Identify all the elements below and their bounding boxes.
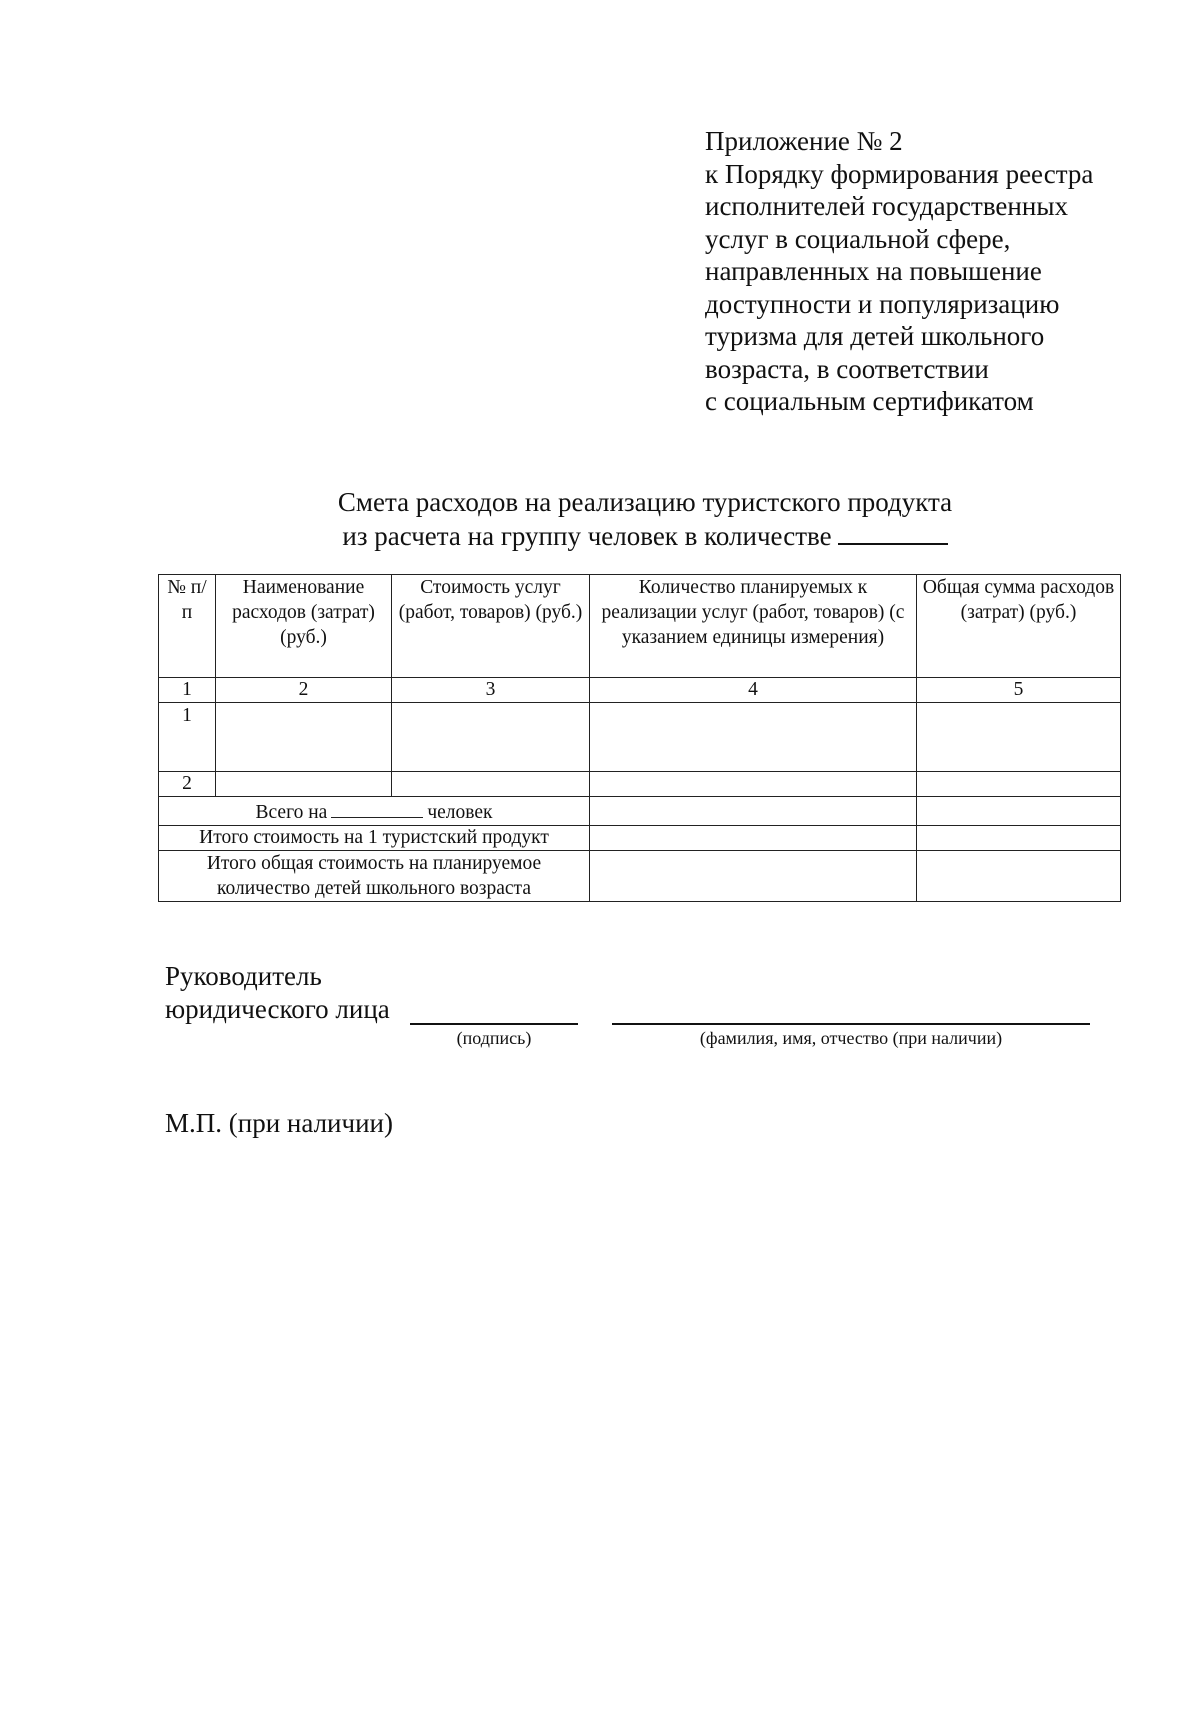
signature-block <box>165 960 390 1026</box>
header-cell-total-sum: Общая сумма расходов (затрат) (руб.) <box>917 575 1121 678</box>
column-number-row <box>159 678 1121 703</box>
table-cell[interactable] <box>590 772 917 797</box>
table-cell[interactable] <box>216 772 392 797</box>
total-per-product-label: Итого стоимость на 1 туристский продукт <box>159 826 590 851</box>
document-title <box>0 485 1200 553</box>
table-cell[interactable] <box>917 772 1121 797</box>
table-cell[interactable] <box>392 772 590 797</box>
header-cell-expense-name: Наименование расходов (затрат) (руб.) <box>216 575 392 678</box>
table-row <box>159 772 1121 797</box>
estimate-table <box>158 574 1121 902</box>
table-cell[interactable] <box>216 703 392 772</box>
annex-line: направленных на повышение <box>705 256 1042 286</box>
annex-line: доступности и популяризацию <box>705 288 1060 319</box>
total-people-suffix: человек <box>427 802 493 823</box>
header-cell-number: № п/п <box>159 575 216 678</box>
table-cell[interactable] <box>590 851 917 902</box>
header-cell-quantity: Количество планируемых к реализации услуг (работ, товаров) (с указанием единицы измерения) <box>590 575 917 678</box>
column-number: 2 <box>216 678 392 703</box>
annex-line: к Порядку формирования реестра <box>705 158 1094 189</box>
people-count-blank[interactable] <box>331 797 423 818</box>
annex-line: Приложение № 2 <box>705 126 903 156</box>
table-row <box>159 703 1121 772</box>
annex-line: возраста, в соответствии <box>705 353 989 384</box>
group-size-blank[interactable] <box>838 519 948 545</box>
table-cell[interactable] <box>917 703 1121 772</box>
table-cell[interactable] <box>392 703 590 772</box>
annex-line: туризма для детей школьного <box>705 321 1045 351</box>
row-number: 2 <box>159 772 216 797</box>
total-people-row <box>159 797 1121 826</box>
signature-line[interactable] <box>410 1023 578 1025</box>
table-cell[interactable] <box>590 826 917 851</box>
title-line-2 <box>0 519 1200 553</box>
total-planned-label: Итого общая стоимость на планируемое количество детей школьного возраста <box>159 851 590 902</box>
table-cell[interactable] <box>917 851 1121 902</box>
annex-line: услуг в социальной сфере, <box>705 223 1011 254</box>
table-cell[interactable] <box>917 826 1121 851</box>
total-people-prefix: Всего на <box>255 802 328 823</box>
annex-line: исполнителей государственных <box>705 191 1068 221</box>
table-header-row <box>159 575 1121 678</box>
full-name-line[interactable] <box>612 1023 1090 1025</box>
signatory-role-line-2: юридического лица <box>165 994 390 1024</box>
table-cell[interactable] <box>917 797 1121 826</box>
total-people-label <box>159 797 590 826</box>
title-line-1: Смета расходов на реализацию туристского продукта <box>337 487 953 517</box>
header-cell-service-cost: Стоимость услуг (работ, товаров) (руб.) <box>392 575 590 678</box>
annex-note <box>705 125 1165 418</box>
table-cell[interactable] <box>590 797 917 826</box>
column-number: 5 <box>917 678 1121 703</box>
full-name-caption: (фамилия, имя, отчество (при наличии) <box>699 1028 1003 1048</box>
column-number: 1 <box>159 678 216 703</box>
signatory-role-line-1: Руководитель <box>165 961 322 991</box>
table-cell[interactable] <box>590 703 917 772</box>
title-line-2-text: из расчета на группу человек в количестве <box>342 521 832 551</box>
column-number: 4 <box>590 678 917 703</box>
total-planned-row <box>159 851 1121 902</box>
signature-caption: (подпись) <box>456 1028 532 1048</box>
total-per-product-row <box>159 826 1121 851</box>
seal-placeholder: М.П. (при наличии) <box>165 1108 393 1138</box>
row-number: 1 <box>159 703 216 772</box>
annex-line: с социальным сертификатом <box>705 386 1034 416</box>
column-number: 3 <box>392 678 590 703</box>
